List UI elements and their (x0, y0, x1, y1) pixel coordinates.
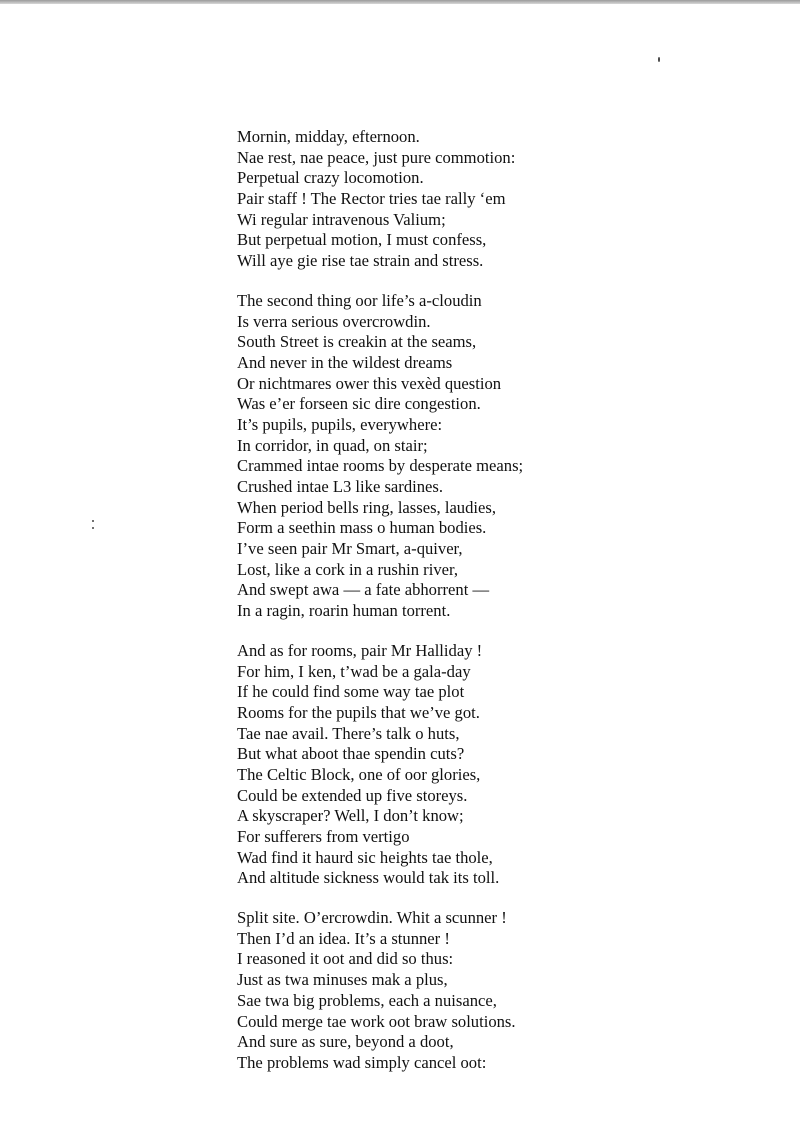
poem-stanza (237, 127, 757, 272)
poem-line: Wi regular intravenous Valium; (237, 209, 446, 229)
poem-line: South Street is creakin at the seams, (237, 332, 477, 352)
poem-line: Tae nae avail. There’s talk o huts, (237, 723, 460, 743)
poem-line: Could merge tae work oot braw solutions. (237, 1011, 516, 1031)
scan-speck (92, 527, 94, 529)
poem-line: When period bells ring, lasses, laudies, (237, 497, 496, 517)
poem-line: But what aboot thae spendin cuts? (237, 744, 465, 764)
poem-line: Mornin, midday, efternoon. (237, 127, 420, 146)
poem-line: Could be extended up five storeys. (237, 785, 468, 805)
poem-line: I reasoned it oot and did so thus: (237, 949, 454, 969)
poem-line: For sufferers from vertigo (237, 827, 410, 846)
page-top-edge (0, 0, 800, 4)
poem-line: But perpetual motion, I must confess, (237, 230, 487, 250)
poem-stanza (237, 641, 757, 889)
poem-line: And altitude sickness would tak its toll. (237, 868, 500, 888)
poem-line: For him, I ken, t’wad be a gala-day (237, 661, 471, 681)
poem-line: Crushed intae L3 like sardines. (237, 477, 443, 496)
poem-line: And swept awa — a fate abhorrent — (237, 580, 490, 600)
poem-line: The problems wad simply cancel oot: (237, 1052, 487, 1072)
poem-line: Is verra serious overcrowdin. (237, 311, 431, 331)
poem-line: Then I’d an idea. It’s a stunner ! (237, 928, 450, 948)
poem-line: Was e’er forseen sic dire congestion. (237, 394, 481, 414)
scan-speck (658, 57, 660, 62)
poem-line: Or nichtmares ower this vexèd question (237, 373, 502, 393)
poem-line: Will aye gie rise tae strain and stress. (237, 251, 484, 271)
poem-line: Nae rest, nae peace, just pure commotion: (237, 147, 516, 167)
poem-line: In a ragin, roarin human torrent. (237, 601, 451, 621)
poem-line: Sae twa big problems, each a nuisance, (237, 990, 497, 1010)
poem-line: Just as twa minuses mak a plus, (237, 970, 448, 990)
poem-body (237, 127, 757, 1093)
poem-line: If he could find some way tae plot (237, 682, 465, 702)
poem-line: The second thing oor life’s a-cloudin (237, 290, 482, 310)
poem-line: And never in the wildest dreams (237, 352, 453, 372)
poem-stanza (237, 291, 757, 622)
poem-line: Crammed intae rooms by desperate means; (237, 456, 524, 476)
poem-line: Wad find it haurd sic heights tae thole, (237, 847, 493, 867)
poem-line: In corridor, in quad, on stair; (237, 435, 428, 455)
poem-line: It’s pupils, pupils, everywhere: (237, 414, 443, 434)
poem-line: Rooms for the pupils that we’ve got. (237, 702, 480, 722)
poem-line: Split site. O’ercrowdin. Whit a scunner ! (237, 908, 507, 928)
poem-line: Pair staff ! The Rector tries tae rally ‘em (237, 189, 506, 209)
poem-line: The Celtic Block, one of oor glories, (237, 764, 481, 784)
poem-line: And as for rooms, pair Mr Halliday ! (237, 640, 483, 660)
poem-line: And sure as sure, beyond a doot, (237, 1032, 454, 1052)
poem-line: Lost, like a cork in a rushin river, (237, 559, 458, 579)
poem-line: A skyscraper? Well, I don’t know; (237, 806, 464, 826)
poem-line: I’ve seen pair Mr Smart, a-quiver, (237, 539, 463, 559)
poem-line: Form a seethin mass o human bodies. (237, 518, 487, 538)
scan-speck (92, 520, 94, 522)
poem-stanza (237, 908, 757, 1074)
poem-line: Perpetual crazy locomotion. (237, 168, 424, 188)
